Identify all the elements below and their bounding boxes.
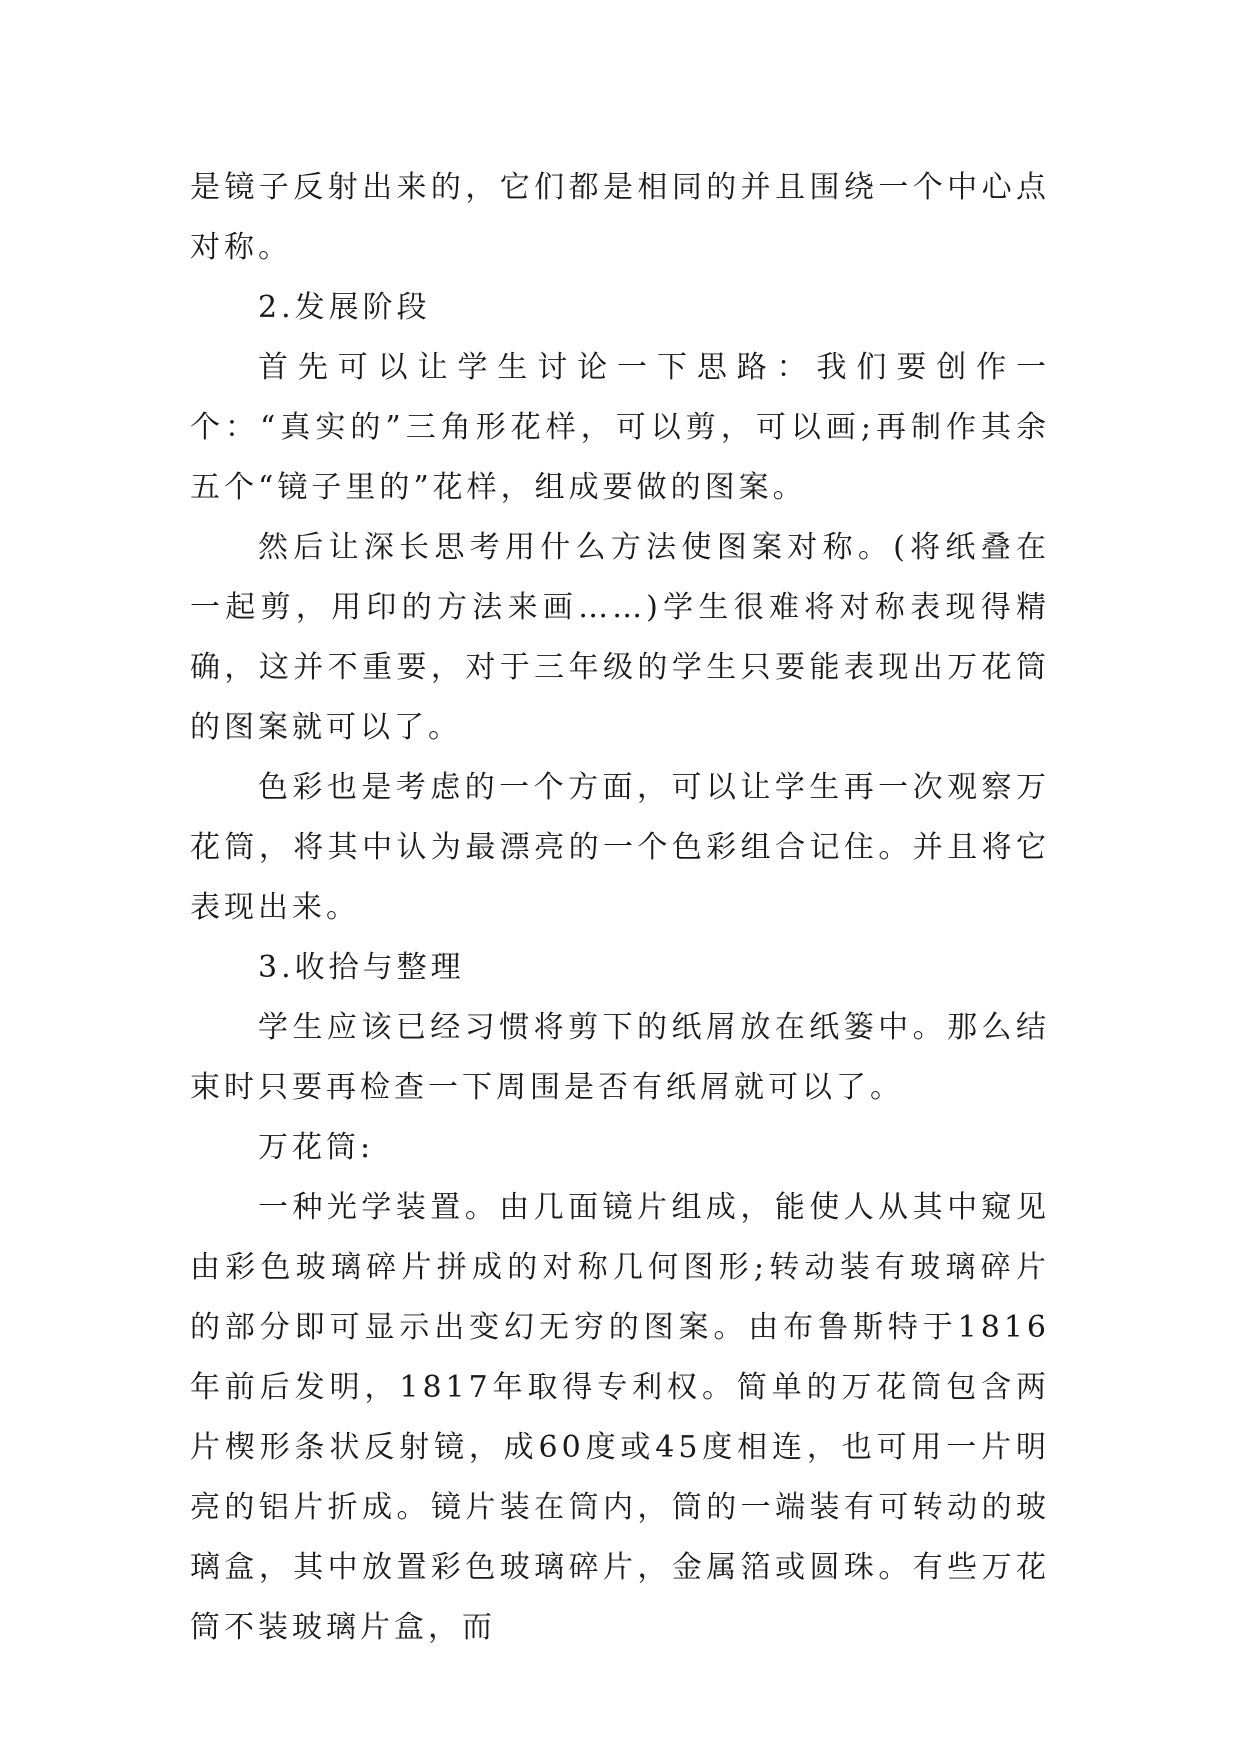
paragraph-color: 色彩也是考虑的一个方面，可以让学生再一次观察万花筒，将其中认为最漂亮的一个色彩组合记住。并且将它表现出来。 [190, 770, 1050, 925]
paragraph-symmetry-intro: 是镜子反射出来的，它们都是相同的并且围绕一个中心点对称。 [190, 170, 1050, 265]
paragraph-kaleidoscope-definition: 一种光学装置。由几面镜片组成，能使人从其中窥见由彩色玻璃碎片拼成的对称几何图形;转动装有玻璃碎片的部分即可显示出变幻无穷的图案。由布鲁斯特于1816年前后发明，1817年取得专利权。简单的万花筒包含两片楔形条状反射镜，成60度或45度相连，也可用一片明亮的铝片折成。镜片装在筒内，筒的一端装有可转动的玻璃盒，其中放置彩色玻璃碎片，金属箔或圆珠。有些万花筒不装玻璃片盒，而 [190, 1190, 1050, 1645]
heading-development-stage: 2.发展阶段 [258, 290, 431, 325]
paragraph-discussion: 首先可以让学生讨论一下思路：我们要创作一个：“真实的”三角形花样，可以剪，可以画;再制作其余五个“镜子里的”花样，组成要做的图案。 [190, 350, 1050, 505]
heading-cleanup: 3.收拾与整理 [258, 950, 465, 985]
paragraph-cleanup: 学生应该已经习惯将剪下的纸屑放在纸篓中。那么结束时只要再检查一下周围是否有纸屑就可以了。 [190, 1010, 1050, 1105]
body-text [190, 158, 1050, 1658]
heading-kaleidoscope: 万花筒: [258, 1130, 375, 1165]
paragraph-symmetry-method: 然后让深长思考用什么方法使图案对称。(将纸叠在一起剪，用印的方法来画……)学生很难将对称表现得精确，这并不重要，对于三年级的学生只要能表现出万花筒的图案就可以了。 [190, 530, 1050, 745]
